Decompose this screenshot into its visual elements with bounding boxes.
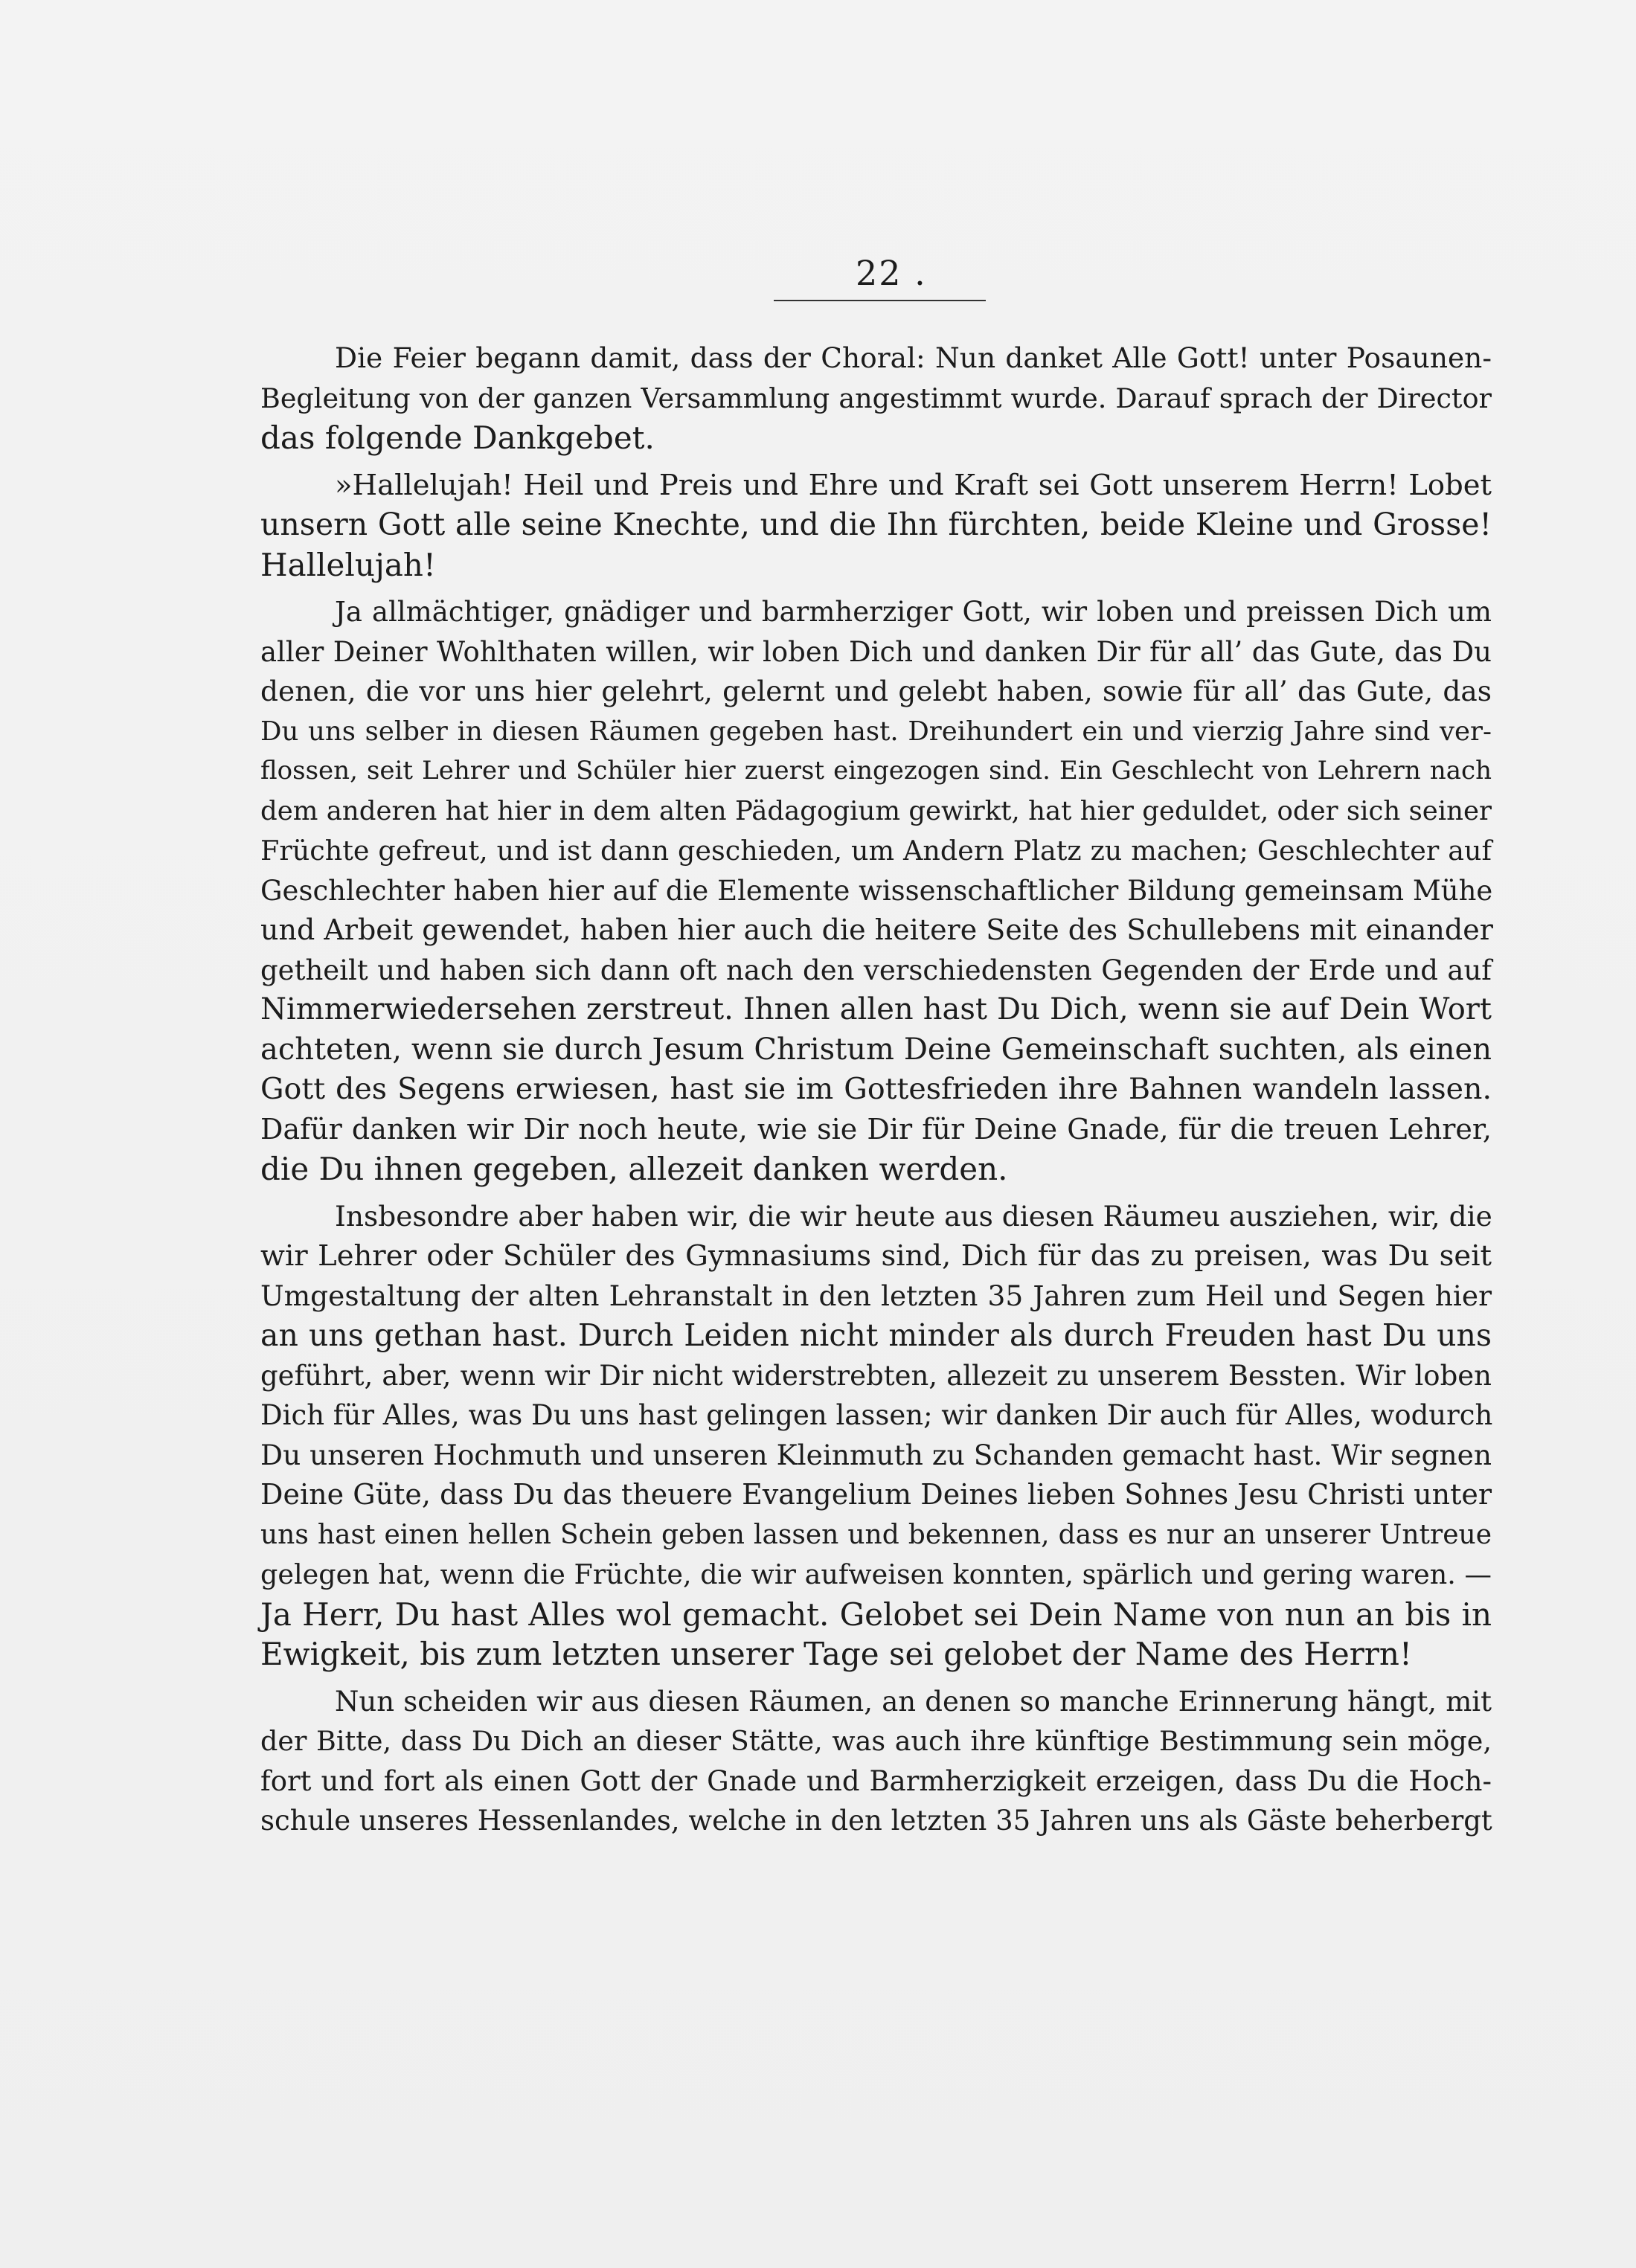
body-text xyxy=(260,338,1492,1841)
text-line: schule unseres Hessenlandes, welche in den letzten 35 Jahren uns als Gäste beherbergt xyxy=(260,1805,1492,1837)
text-line: Geschlechter haben hier auf die Elemente wissenschaftlicher Bildung gemeinsam Mühe xyxy=(260,874,1493,907)
paragraph xyxy=(260,1682,1492,1841)
text-line: wir Lehrer oder Schüler des Gymnasiums sind, Dich für das zu preisen, was Du seit xyxy=(260,1239,1492,1273)
text-line: gelegen hat, wenn die Früchte, die wir aufweisen konnten, spärlich und gering waren. — xyxy=(260,1558,1492,1590)
text-line: Umgestaltung der alten Lehranstalt in den letzten 35 Jahren zum Heil und Segen hier xyxy=(260,1279,1492,1312)
paragraph xyxy=(260,1197,1492,1674)
text-line: geführt, aber, wenn wir Dir nicht widerstrebten, allezeit zu unserem Bessten. Wir loben xyxy=(260,1359,1492,1392)
text-line: und Arbeit gewendet, haben hier auch die heitere Seite des Schullebens mit einander xyxy=(260,913,1493,946)
text-line: Nun scheiden wir aus diesen Räumen, an denen so manche Erinnerung hängt, mit xyxy=(335,1685,1492,1718)
text-line: »Hallelujah! Heil und Preis und Ehre und Kraft sei Gott unserem Herrn! Lobet xyxy=(335,468,1492,502)
text-line: uns hast einen hellen Schein geben lassen und bekennen, dass es nur an unserer Untreue xyxy=(260,1519,1492,1550)
text-line: die Du ihnen gegeben, allezeit danken werden. xyxy=(260,1151,1008,1187)
text-line: der Bitte, dass Du Dich an dieser Stätte, was auch ihre künftige Bestimmung sein möge, xyxy=(260,1725,1492,1757)
text-line: das folgende Dankgebet. xyxy=(260,420,655,456)
text-line: denen, die vor uns hier gelehrt, gelernt und gelebt haben, sowie für all’ das Gute, das xyxy=(260,675,1492,707)
text-line: Insbesondre aber haben wir, die wir heute aus diesen Räumeu ausziehen, wir, die xyxy=(335,1199,1492,1233)
text-line: dem anderen hat hier in dem alten Pädagogium gewirkt, hat hier geduldet, oder sich seiner xyxy=(260,795,1492,826)
text-line: Dich für Alles, was Du uns hast gelingen lassen; wir danken Dir auch für Alles, wodurch xyxy=(260,1399,1493,1431)
text-line: Die Feier begann damit, dass der Choral: Nun danket Alle Gott! unter Posaunen- xyxy=(335,341,1492,374)
text-line: Ja allmächtiger, gnädiger und barmherziger Gott, wir loben und preissen Dich um xyxy=(335,596,1492,628)
page-number: 22 . xyxy=(856,253,927,293)
text-line: Dafür danken wir Dir noch heute, wie sie Dir für Deine Gnade, für die treuen Lehrer, xyxy=(260,1112,1492,1146)
paragraph xyxy=(260,592,1492,1189)
text-line: fort und fort als einen Gott der Gnade und Barmherzigkeit erzeigen, dass Du die Hoch- xyxy=(260,1764,1492,1797)
text-line: getheilt und haben sich dann oft nach den verschiedensten Gegenden der Erde und auf xyxy=(260,954,1492,986)
text-line: Nimmerwiedersehen zerstreut. Ihnen allen hast Du Dich, wenn sie auf Dein Wort xyxy=(260,992,1492,1027)
text-line: Hallelujah! xyxy=(260,546,436,583)
text-line: achteten, wenn sie durch Jesum Christum Deine Gemeinschaft suchten, als einen xyxy=(260,1032,1492,1067)
text-line: aller Deiner Wohlthaten willen, wir loben Dich und danken Dir für all’ das Gute, das Du xyxy=(260,635,1492,668)
text-line: Früchte gefreut, und ist dann geschieden, um Andern Platz zu machen; Geschlechter auf xyxy=(260,835,1492,867)
text-line: Du uns selber in diesen Räumen gegeben hast. Dreihundert ein und vierzig Jahre sind ver- xyxy=(260,716,1492,747)
text-line: Du unseren Hochmuth und unseren Kleinmuth zu Schanden gemacht hast. Wir segnen xyxy=(260,1438,1492,1471)
text-line: Gott des Segens erwiesen, hast sie im Gottesfrieden ihre Bahnen wandeln lassen. xyxy=(260,1072,1492,1106)
text-line: Ja Herr, Du hast Alles wol gemacht. Gelobet sei Dein Name von nun an bis in xyxy=(260,1596,1492,1633)
text-line: flossen, seit Lehrer und Schüler hier zuerst eingezogen sind. Ein Geschlecht von Lehrern nach xyxy=(260,756,1492,786)
paragraph xyxy=(260,466,1492,585)
text-line: Deine Güte, dass Du das theuere Evangelium Deines lieben Sohnes Jesu Christi unter xyxy=(260,1478,1492,1511)
paragraph xyxy=(260,338,1492,458)
page-number-rule xyxy=(774,300,986,301)
text-line: Begleitung von der ganzen Versammlung angestimmt wurde. Darauf sprach der Director xyxy=(260,382,1492,414)
text-line: Ewigkeit, bis zum letzten unserer Tage sei gelobet der Name des Herrn! xyxy=(260,1636,1412,1672)
text-line: unsern Gott alle seine Knechte, und die Ihn fürchten, beide Kleine und Grosse! xyxy=(260,507,1492,542)
text-line: an uns gethan hast. Durch Leiden nicht minder als durch Freuden hast Du uns xyxy=(260,1317,1492,1353)
